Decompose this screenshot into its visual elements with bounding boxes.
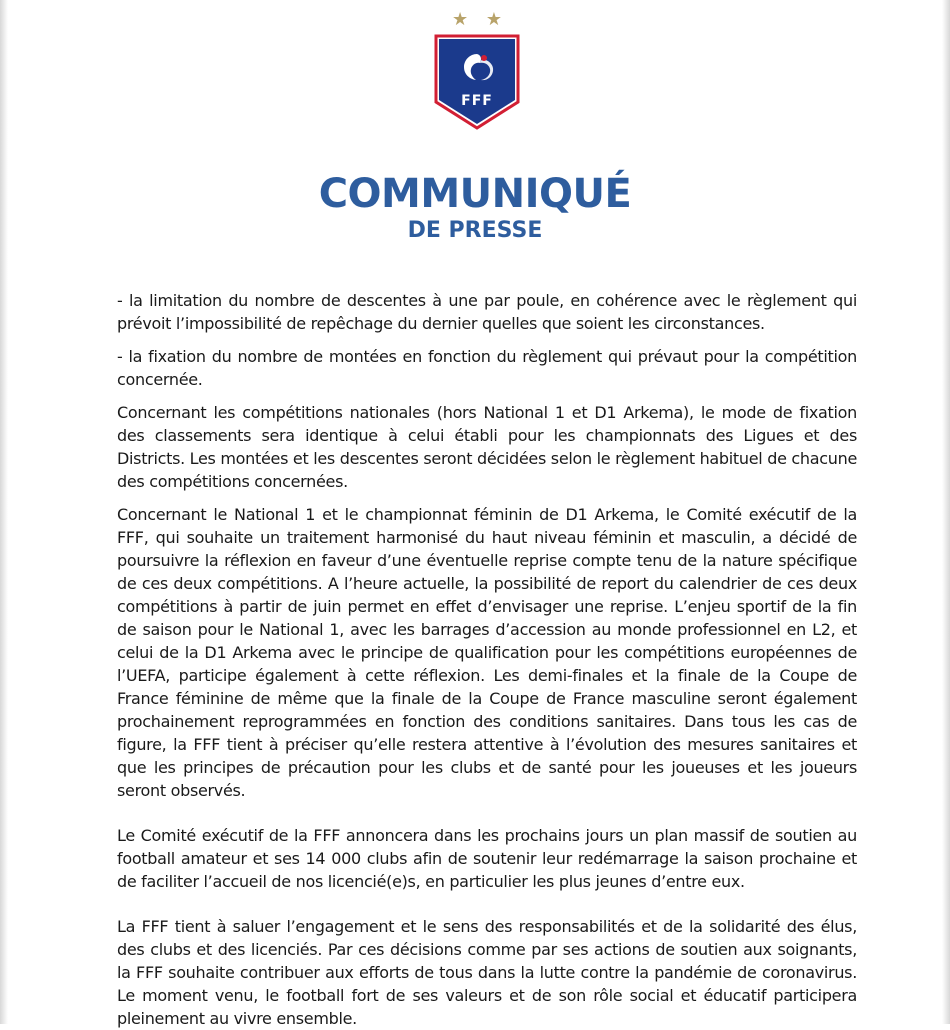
paragraph-competitions-nationales: Concernant les compétitions nationales (hors National 1 et D1 Arkema), le mode de fixation des classements sera identique à celui établi pour les championnats des Ligues et des Districts. Les montées et les descentes seront décidées selon le règlement habituel de chacune des compétitions concernées.: [117, 403, 857, 491]
paragraph-montees: - la fixation du nombre de montées en fonction du règlement qui prévaut pour la compétition concernée.: [117, 347, 857, 389]
fff-crest-logo: [432, 32, 522, 132]
page-edge-right: [942, 0, 950, 1024]
document-subtitle: DE PRESSE: [407, 218, 543, 243]
paragraph-plan-soutien: Le Comité exécutif de la FFF annoncera dans les prochains jours un plan massif de soutien au football amateur et ses 14 000 clubs afin de soutenir leur redémarrage la saison prochaine et de faciliter l’accueil de nos licencié(e)s, en particulier les plus jeunes d’entre eux.: [117, 826, 857, 891]
document-title: COMMUNIQUÉ: [318, 171, 632, 217]
star-icon: ★: [452, 9, 469, 30]
page-edge-left: [0, 0, 8, 1024]
document-body: [117, 289, 857, 1030]
star-icon: ★: [485, 9, 502, 30]
crest-text: FFF: [461, 93, 493, 109]
crest-stars: [452, 10, 502, 30]
paragraph-descentes: - la limitation du nombre de descentes à une par poule, en cohérence avec le règlement qui prévoit l’impossibilité de repêchage du dernier quelles que soient les circonstances.: [117, 291, 857, 333]
paragraph-national-d1: Concernant le National 1 et le championnat féminin de D1 Arkema, le Comité exécutif de la FFF, qui souhaite un traitement harmonisé du haut niveau féminin et masculin, a décidé de poursuivre la réflexion en faveur d’une éventuelle reprise compte tenu de la nature spécifique de ces deux compétitions. A l’heure actuelle, la possibilité de report du calendrier de ces deux compétitions à partir de juin permet en effet d’envisager une reprise. L’enjeu sportif de la fin de saison pour le National 1, avec les barrages d’accession au monde professionnel en L2, et celui de la D1 Arkema avec le principe de qualification pour les compétitions européennes de l’UEFA, participe également à cette réflexion. Les demi-finales et la finale de la Coupe de France féminine de même que la finale de la Coupe de France masculine seront également prochainement reprogrammées en fonction des conditions sanitaires. Dans tous les cas de figure, la FFF tient à préciser qu’elle restera attentive à l’évolution des mesures sanitaires et que les principes de précaution pour les clubs et de santé pour les joueuses et les joueurs seront observés.: [117, 505, 857, 800]
paragraph-engagement: La FFF tient à saluer l’engagement et le sens des responsabilités et de la solidarité des élus, des clubs et des licenciés. Par ces décisions comme par ses actions de soutien aux soignants, la FFF souhaite contribuer aux efforts de tous dans la lutte contre la pandémie de coronavirus. Le moment venu, le football fort de ses valeurs et de son rôle social et éducatif participera pleinement au vivre ensemble.: [117, 917, 857, 1028]
